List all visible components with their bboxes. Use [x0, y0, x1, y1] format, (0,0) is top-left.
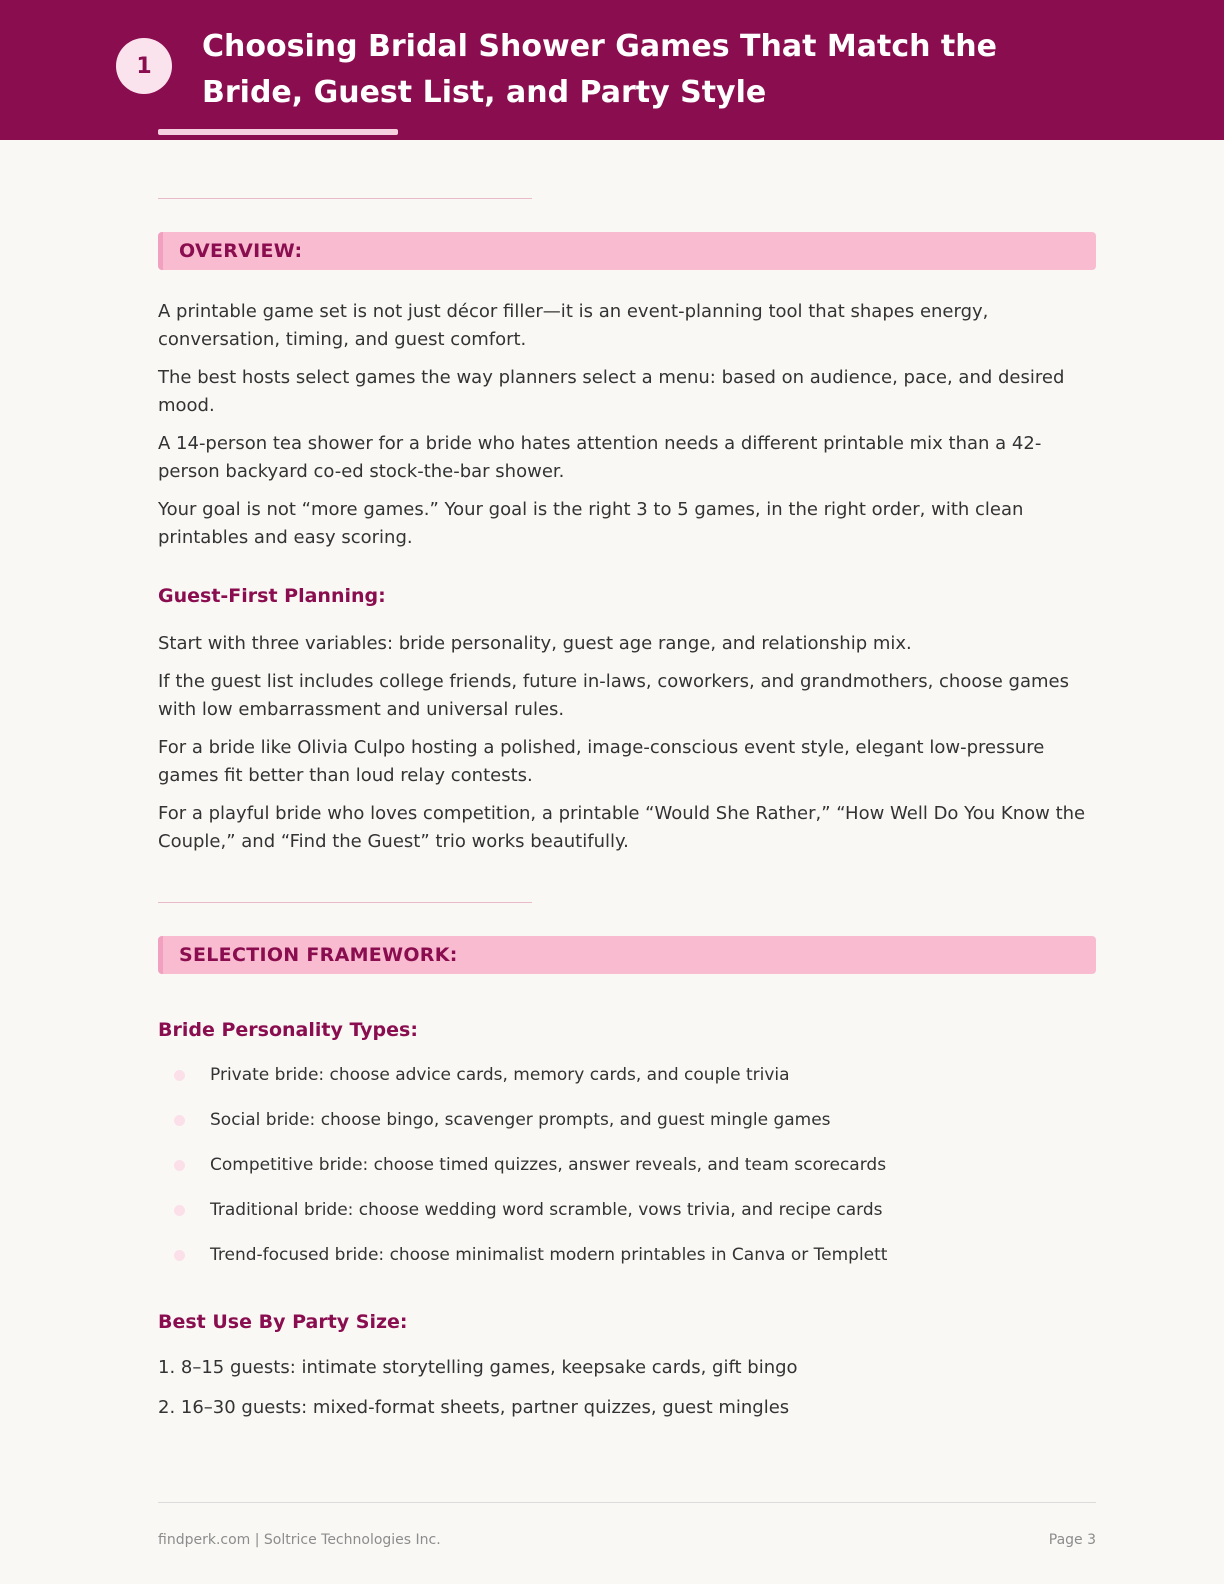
- personality-list: [158, 1062, 1096, 1268]
- title-underline: [158, 129, 398, 135]
- list-item-text: Trend-focused bride: choose minimalist modern printables in Canva or Templett: [210, 1245, 888, 1265]
- list-item: [158, 1152, 1096, 1178]
- list-item: 1. 8–15 guests: intimate storytelling games, keepsake cards, gift bingo: [158, 1357, 798, 1378]
- overview-paragraph: A 14-person tea shower for a bride who hates attention needs a different printable mix than a 42-person backyard co-ed stock-the-bar shower.: [158, 433, 1042, 482]
- bullet-icon: [174, 1250, 185, 1261]
- section-heading-overview: OVERVIEW:: [158, 232, 1096, 270]
- section-divider: [158, 198, 532, 199]
- section-heading-selection: SELECTION FRAMEWORK:: [158, 936, 1096, 974]
- list-item-text: Competitive bride: choose timed quizzes, answer reveals, and team scorecards: [210, 1155, 887, 1175]
- bullet-icon: [174, 1070, 185, 1081]
- list-item-text: Private bride: choose advice cards, memory cards, and couple trivia: [210, 1065, 790, 1085]
- guest-first-paragraph: For a bride like Olivia Culpo hosting a polished, image-conscious event style, elegant low-pressure games fit better than loud relay contests.: [158, 737, 1045, 786]
- guest-first-paragraph: For a playful bride who loves competition, a printable “Would She Rather,” “How Well Do You Know the Couple,” and “Find the Guest” trio works beautifully.: [158, 803, 1086, 852]
- chapter-title: Choosing Bridal Shower Games That Match the Bride, Guest List, and Party Style: [202, 29, 997, 110]
- list-item: [158, 1242, 1096, 1268]
- overview-paragraph: Your goal is not “more games.” Your goal is the right 3 to 5 games, in the right order, with clean printables and easy scoring.: [158, 499, 1024, 548]
- list-item: [158, 1062, 1096, 1088]
- list-item: [158, 1197, 1096, 1223]
- party-size-list: [158, 1354, 1096, 1422]
- section-divider: [158, 902, 532, 903]
- subheading-personality-types: Bride Personality Types:: [158, 1019, 418, 1041]
- chapter-number-badge: 1: [116, 38, 172, 94]
- footer-source: findperk.com | Soltrice Technologies Inc.: [158, 1532, 441, 1548]
- footer-divider: [158, 1502, 1096, 1503]
- subheading-guest-first: Guest-First Planning:: [158, 585, 386, 607]
- list-item: 2. 16–30 guests: mixed-format sheets, partner quizzes, guest mingles: [158, 1397, 790, 1418]
- list-item-text: Social bride: choose bingo, scavenger prompts, and guest mingle games: [210, 1110, 831, 1130]
- bullet-icon: [174, 1115, 185, 1126]
- guest-first-paragraph: If the guest list includes college friends, future in-laws, coworkers, and grandmothers, choose games with low embarrassment and universal rules.: [158, 671, 1069, 720]
- chapter-header: [0, 0, 1224, 140]
- list-item: [158, 1107, 1096, 1133]
- overview-paragraph: A printable game set is not just décor filler—it is an event-planning tool that shapes energy, conversation, timing, and guest comfort.: [158, 301, 989, 350]
- overview-paragraph: The best hosts select games the way planners select a menu: based on audience, pace, and desired mood.: [158, 367, 1065, 416]
- bullet-icon: [174, 1160, 185, 1171]
- page-number: Page 3: [1048, 1532, 1096, 1548]
- list-item-text: Traditional bride: choose wedding word scramble, vows trivia, and recipe cards: [210, 1200, 883, 1220]
- subheading-party-size: Best Use By Party Size:: [158, 1311, 408, 1333]
- guest-first-paragraph: Start with three variables: bride personality, guest age range, and relationship mix.: [158, 633, 912, 654]
- bullet-icon: [174, 1205, 185, 1216]
- page-content: [158, 140, 1096, 1422]
